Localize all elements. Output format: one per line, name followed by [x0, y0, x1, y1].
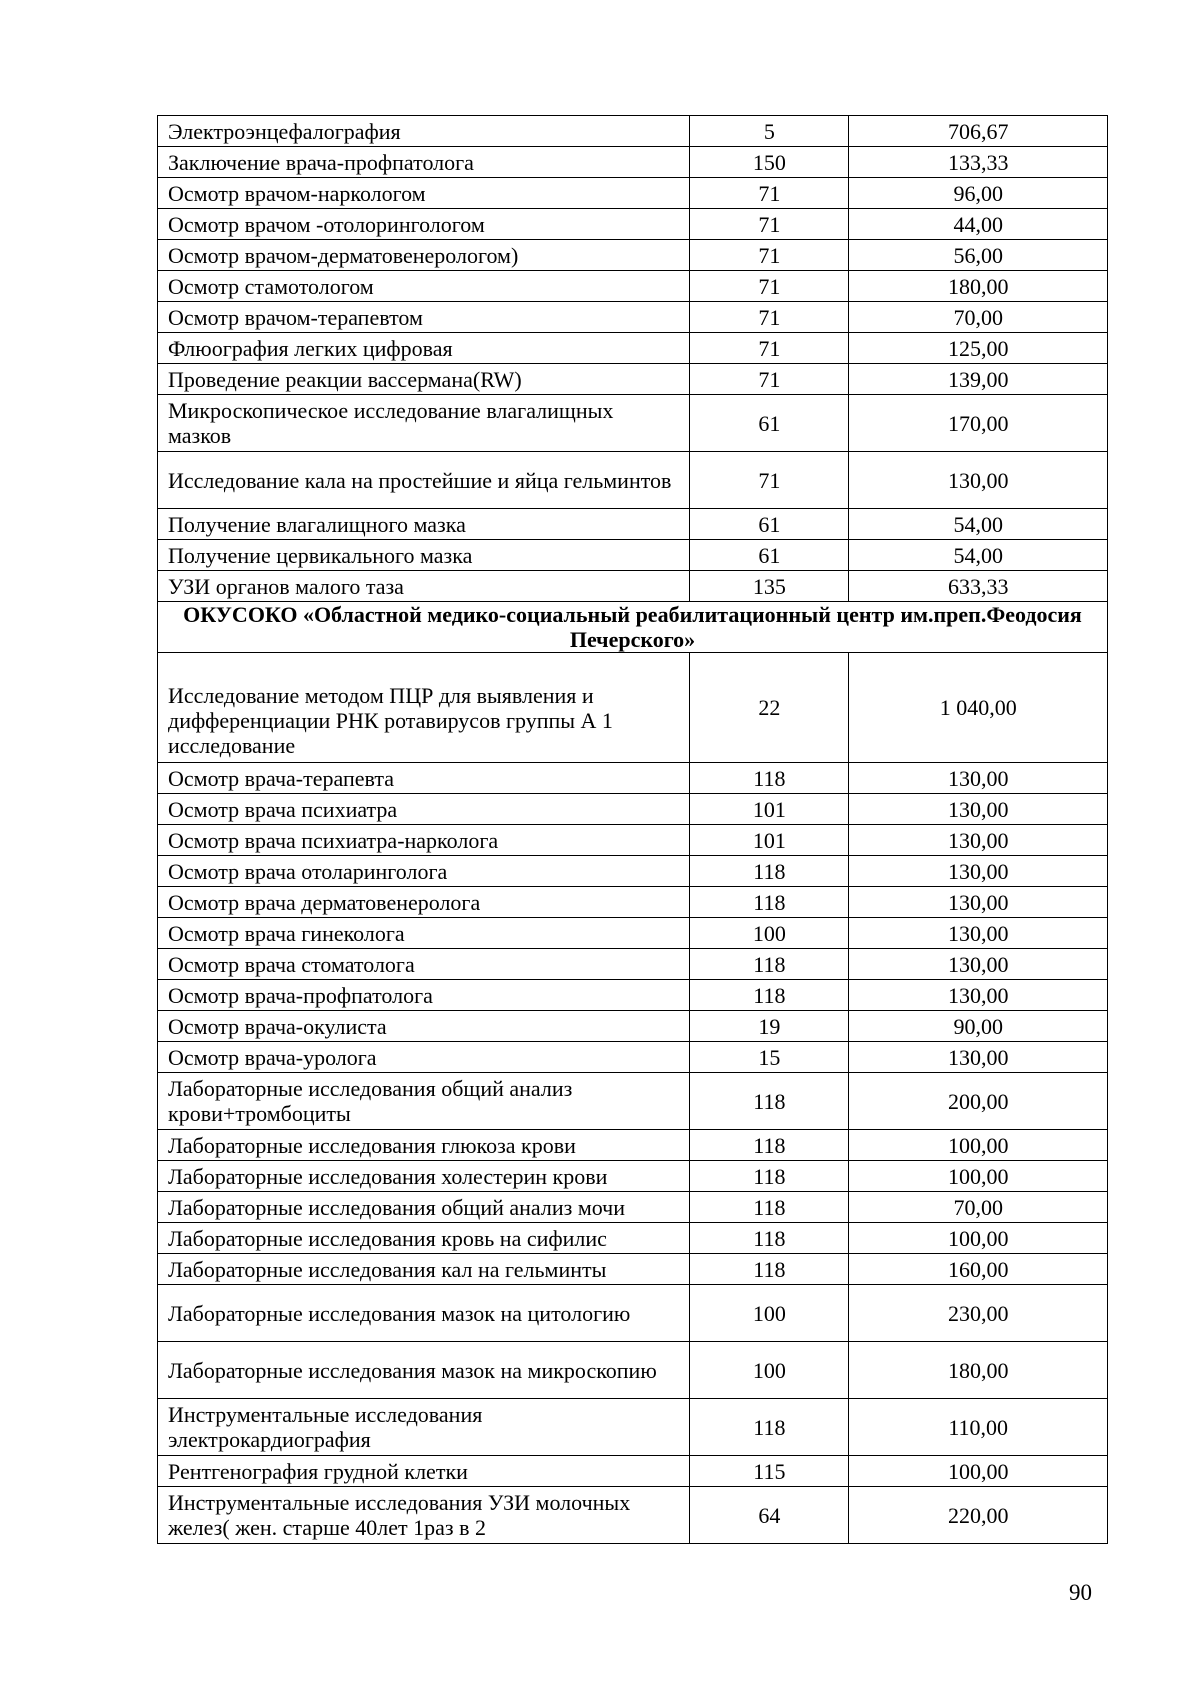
quantity: 135 — [690, 571, 849, 602]
price: 1 040,00 — [849, 653, 1108, 763]
quantity: 118 — [690, 1223, 849, 1254]
service-name: Осмотр врачом-терапевтом — [158, 302, 690, 333]
table-row — [158, 571, 1108, 602]
price: 130,00 — [849, 1042, 1108, 1073]
service-name: Лабораторные исследования общий анализ мочи — [158, 1192, 690, 1223]
service-name: Рентгенография грудной клетки — [158, 1456, 690, 1487]
price: 130,00 — [849, 763, 1108, 794]
quantity: 71 — [690, 271, 849, 302]
table-row — [158, 1011, 1108, 1042]
service-name: Лабораторные исследования мазок на цитологию — [158, 1285, 690, 1342]
table-row — [158, 1130, 1108, 1161]
table-row — [158, 452, 1108, 509]
price: 54,00 — [849, 540, 1108, 571]
table-row — [158, 887, 1108, 918]
service-name: Осмотр врача-уролога — [158, 1042, 690, 1073]
price: 130,00 — [849, 949, 1108, 980]
price: 70,00 — [849, 1192, 1108, 1223]
service-name: Лабораторные исследования кровь на сифилис — [158, 1223, 690, 1254]
quantity: 61 — [690, 395, 849, 452]
table-row — [158, 116, 1108, 147]
price: 230,00 — [849, 1285, 1108, 1342]
price: 706,67 — [849, 116, 1108, 147]
quantity: 118 — [690, 763, 849, 794]
table-row — [158, 918, 1108, 949]
price: 100,00 — [849, 1161, 1108, 1192]
service-name: Флюография легких цифровая — [158, 333, 690, 364]
section-title: ОКУСОКО «Областной медико-социальный реабилитационный центр им.преп.Феодосия Печерского» — [158, 602, 1108, 653]
table-row — [158, 1456, 1108, 1487]
service-name: Лабораторные исследования холестерин крови — [158, 1161, 690, 1192]
quantity: 15 — [690, 1042, 849, 1073]
price: 130,00 — [849, 856, 1108, 887]
price: 130,00 — [849, 918, 1108, 949]
service-name: Осмотр врача стоматолога — [158, 949, 690, 980]
table-row — [158, 540, 1108, 571]
quantity: 101 — [690, 794, 849, 825]
table-row — [158, 333, 1108, 364]
quantity: 115 — [690, 1456, 849, 1487]
table-row — [158, 1073, 1108, 1130]
price: 133,33 — [849, 147, 1108, 178]
price: 180,00 — [849, 1342, 1108, 1399]
table-row — [158, 825, 1108, 856]
table-row — [158, 1342, 1108, 1399]
service-name: Осмотр врача-профпатолога — [158, 980, 690, 1011]
price: 44,00 — [849, 209, 1108, 240]
table-row — [158, 240, 1108, 271]
quantity: 118 — [690, 1073, 849, 1130]
quantity: 118 — [690, 1161, 849, 1192]
quantity: 118 — [690, 949, 849, 980]
table-row — [158, 763, 1108, 794]
price: 633,33 — [849, 571, 1108, 602]
quantity: 71 — [690, 452, 849, 509]
quantity: 101 — [690, 825, 849, 856]
service-name: Осмотр врача гинеколога — [158, 918, 690, 949]
table-row — [158, 302, 1108, 333]
table-row — [158, 653, 1108, 763]
price: 100,00 — [849, 1130, 1108, 1161]
service-name: Осмотр врача дерматовенеролога — [158, 887, 690, 918]
quantity: 5 — [690, 116, 849, 147]
table-row — [158, 1285, 1108, 1342]
price-table — [157, 115, 1108, 1544]
price: 139,00 — [849, 364, 1108, 395]
quantity: 71 — [690, 333, 849, 364]
table-row — [158, 147, 1108, 178]
quantity: 61 — [690, 509, 849, 540]
quantity: 118 — [690, 1399, 849, 1456]
table-row — [158, 1192, 1108, 1223]
quantity: 118 — [690, 887, 849, 918]
price: 160,00 — [849, 1254, 1108, 1285]
table-row — [158, 794, 1108, 825]
service-name: Осмотр врача-терапевта — [158, 763, 690, 794]
quantity: 71 — [690, 178, 849, 209]
table-row — [158, 1254, 1108, 1285]
quantity: 22 — [690, 653, 849, 763]
price: 130,00 — [849, 794, 1108, 825]
service-name: Осмотр врачом -отолорингологом — [158, 209, 690, 240]
table-row — [158, 209, 1108, 240]
quantity: 118 — [690, 856, 849, 887]
service-name: Лабораторные исследования кал на гельминты — [158, 1254, 690, 1285]
table-row — [158, 1487, 1108, 1544]
price: 90,00 — [849, 1011, 1108, 1042]
service-name: Лабораторные исследования мазок на микроскопию — [158, 1342, 690, 1399]
price: 130,00 — [849, 825, 1108, 856]
service-name: Осмотр врача психиатра — [158, 794, 690, 825]
price: 180,00 — [849, 271, 1108, 302]
quantity: 71 — [690, 302, 849, 333]
table-row — [158, 856, 1108, 887]
price: 110,00 — [849, 1399, 1108, 1456]
table-row — [158, 1161, 1108, 1192]
price: 70,00 — [849, 302, 1108, 333]
page-number: 90 — [1069, 1580, 1092, 1605]
price: 125,00 — [849, 333, 1108, 364]
table-row — [158, 271, 1108, 302]
quantity: 61 — [690, 540, 849, 571]
service-name: Осмотр врачом-наркологом — [158, 178, 690, 209]
service-name: Исследование кала на простейшие и яйца гельминтов — [158, 452, 690, 509]
quantity: 71 — [690, 209, 849, 240]
table-row — [158, 1042, 1108, 1073]
service-name: Получение влагалищного мазка — [158, 509, 690, 540]
quantity: 71 — [690, 364, 849, 395]
table-row — [158, 949, 1108, 980]
quantity: 150 — [690, 147, 849, 178]
service-name: Исследование методом ПЦР для выявления и дифференциации РНК ротавирусов группы А 1 исследование — [158, 653, 690, 763]
quantity: 118 — [690, 1130, 849, 1161]
service-name: Лабораторные исследования общий анализ крови+тромбоциты — [158, 1073, 690, 1130]
quantity: 64 — [690, 1487, 849, 1544]
service-name: Микроскопическое исследование влагалищных мазков — [158, 395, 690, 452]
quantity: 100 — [690, 1342, 849, 1399]
price: 220,00 — [849, 1487, 1108, 1544]
price: 100,00 — [849, 1456, 1108, 1487]
service-name: Осмотр врача отоларинголога — [158, 856, 690, 887]
price: 170,00 — [849, 395, 1108, 452]
price: 56,00 — [849, 240, 1108, 271]
price: 54,00 — [849, 509, 1108, 540]
service-name: Осмотр врача-окулиста — [158, 1011, 690, 1042]
table-row — [158, 178, 1108, 209]
price: 130,00 — [849, 452, 1108, 509]
quantity: 118 — [690, 1192, 849, 1223]
service-name: Осмотр врача психиатра-нарколога — [158, 825, 690, 856]
quantity: 100 — [690, 1285, 849, 1342]
price: 100,00 — [849, 1223, 1108, 1254]
service-name: Проведение реакции вассермана(RW) — [158, 364, 690, 395]
service-name: Получение цервикального мазка — [158, 540, 690, 571]
service-name: Лабораторные исследования глюкоза крови — [158, 1130, 690, 1161]
quantity: 118 — [690, 980, 849, 1011]
table-row — [158, 980, 1108, 1011]
quantity: 118 — [690, 1254, 849, 1285]
service-name: УЗИ органов малого таза — [158, 571, 690, 602]
quantity: 100 — [690, 918, 849, 949]
quantity: 71 — [690, 240, 849, 271]
service-name: Электроэнцефалография — [158, 116, 690, 147]
service-name: Заключение врача-профпатолога — [158, 147, 690, 178]
service-name: Осмотр стамотологом — [158, 271, 690, 302]
price: 130,00 — [849, 887, 1108, 918]
price: 200,00 — [849, 1073, 1108, 1130]
service-name: Осмотр врачом-дерматовенерологом) — [158, 240, 690, 271]
table-row — [158, 364, 1108, 395]
section-header-row — [158, 602, 1108, 653]
service-name: Инструментальные исследования электрокардиография — [158, 1399, 690, 1456]
table-row — [158, 1399, 1108, 1456]
quantity: 19 — [690, 1011, 849, 1042]
table-row — [158, 509, 1108, 540]
table-row — [158, 395, 1108, 452]
price: 96,00 — [849, 178, 1108, 209]
table-row — [158, 1223, 1108, 1254]
service-name: Инструментальные исследования УЗИ молочных желез( жен. старше 40лет 1раз в 2 — [158, 1487, 690, 1544]
price: 130,00 — [849, 980, 1108, 1011]
